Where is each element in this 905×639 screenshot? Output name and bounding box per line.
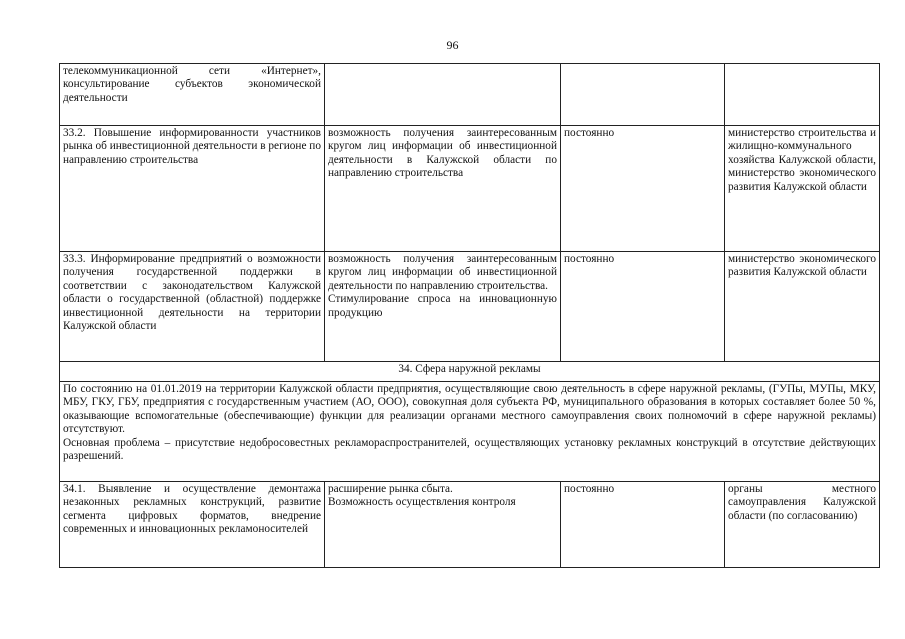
responsible-cell: министерство экономического развития Калужской области (725, 252, 880, 362)
responsible-cell: органы местного самоуправления Калужской области (по согласованию) (725, 482, 880, 568)
description-row (60, 382, 880, 482)
result-cell (325, 252, 561, 362)
result-cell: возможность получения заинтересованным кругом лиц информации об инвестиционной деятельности в Калужской области по направлению строительства (325, 126, 561, 252)
measure-cell: 33.3. Информирование предприятий о возможности получения государственной поддержки в соответствии с законодательством Калужской области о государственной (областной) поддержке инвестиционной деятельности на территории Калужской области (60, 252, 325, 362)
measure-cell: телекоммуникационной сети «Интернет», консультирование субъектов экономической деятельности (60, 64, 325, 126)
measures-table (59, 63, 880, 568)
result-text-2: Стимулирование спроса на инновационную продукцию (328, 293, 557, 319)
result-text-2: Возможность осуществления контроля (328, 496, 516, 509)
responsible-cell: министерство строительства и жилищно-коммунального хозяйства Калужской области, министерство экономического развития Калужской области (725, 126, 880, 252)
table-row (60, 252, 880, 362)
page-number: 96 (446, 38, 459, 52)
description-cell (60, 382, 880, 482)
term-cell: постоянно (561, 126, 725, 252)
result-cell (325, 482, 561, 568)
result-text: расширение рынка сбыта. (328, 483, 453, 495)
section-title: 34. Сфера наружной рекламы (60, 362, 880, 382)
responsible-cell (725, 64, 880, 126)
result-cell (325, 64, 561, 126)
measure-cell: 34.1. Выявление и осуществление демонтажа незаконных рекламных конструкций, развитие сегмента цифровых форматов, внедрение современных и инновационных рекламоносителей (60, 482, 325, 568)
term-cell: постоянно (561, 482, 725, 568)
description-paragraph: Основная проблема – присутствие недобросовестных рекламораспространителей, осуществляющих установку рекламных конструкций в отсутствие действующих разрешений. (63, 436, 876, 463)
term-cell: постоянно (561, 252, 725, 362)
table-row (60, 64, 880, 126)
table-row (60, 482, 880, 568)
result-text: возможность получения заинтересованным кругом лиц информации об инвестиционной деятельности по направлению строительства. (328, 253, 557, 292)
section-row (60, 362, 880, 382)
term-cell (561, 64, 725, 126)
table-row (60, 126, 880, 252)
description-paragraph: По состоянию на 01.01.2019 на территории Калужской области предприятия, осуществляющие свою деятельность в сфере наружной рекламы, (ГУПы, МУПы, МКУ, МБУ, ГКУ, ГБУ, предприятия с государственным участием (АО, ООО), совокупная доля субъекта РФ, муниципального образования в которых составляет более 50 %, оказывающие вспомогательные (обеспечивающие) функции для реализации органами местного самоуправления своих полномочий в сфере наружной рекламы) отсутствуют. (63, 383, 876, 436)
measure-cell: 33.2. Повышение информированности участников рынка об инвестиционной деятельности в регионе по направлению строительства (60, 126, 325, 252)
